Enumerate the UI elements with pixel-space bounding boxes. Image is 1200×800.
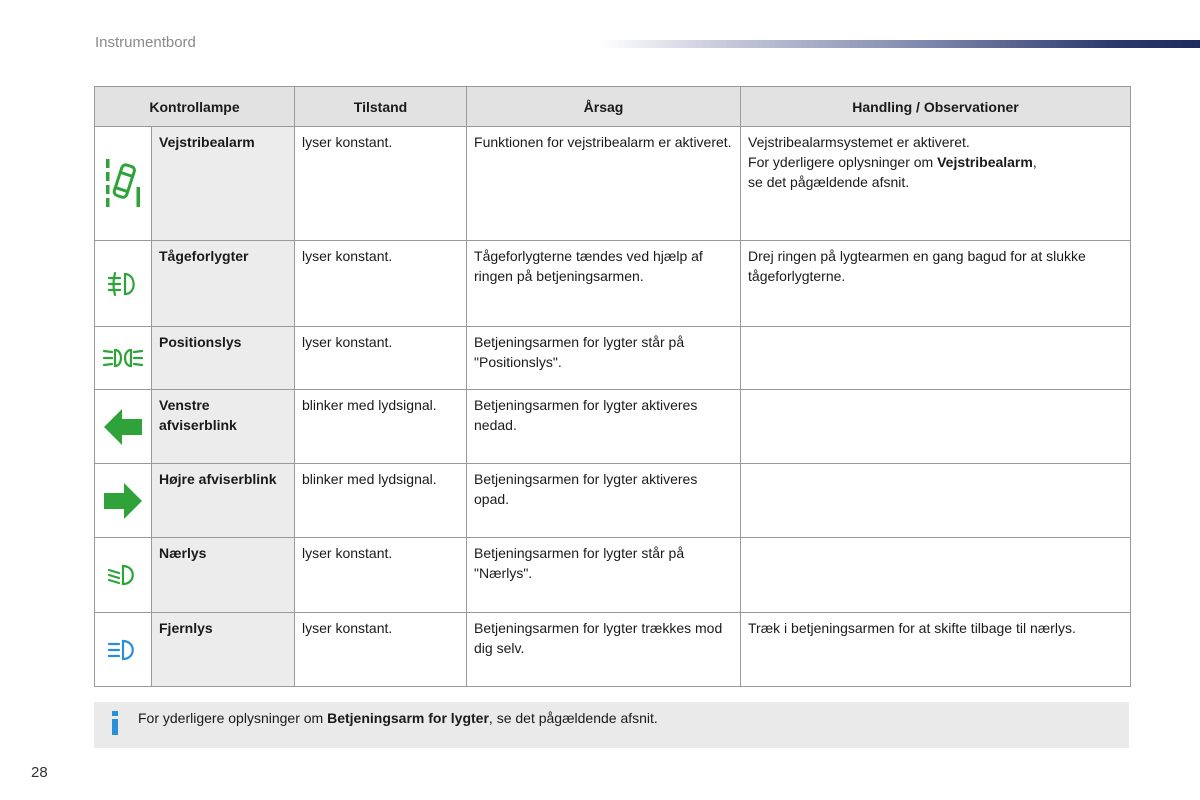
lamp-cause: Tågeforlygterne tændes ved hjælp af ringen på betjeningsarmen. bbox=[467, 241, 741, 327]
info-note bbox=[94, 702, 1129, 748]
left-indicator-arrow-icon bbox=[103, 408, 143, 446]
lamp-action-suffix: , bbox=[1032, 154, 1037, 170]
section-title: Instrumentbord bbox=[95, 34, 196, 51]
lamp-action bbox=[741, 464, 1131, 538]
lamp-icon-cell bbox=[95, 613, 152, 687]
lamp-action: Træk i betjeningsarmen for at skifte tilbage til nærlys. bbox=[741, 613, 1131, 687]
table-row bbox=[95, 327, 1131, 390]
position-lights-icon bbox=[102, 346, 144, 370]
page-number: 28 bbox=[31, 764, 48, 781]
lamp-action-prefix: For yderligere oplysninger om bbox=[748, 154, 938, 170]
front-fog-light-icon bbox=[106, 270, 140, 298]
lamp-state: blinker med lydsignal. bbox=[295, 390, 467, 464]
lamp-state: lyser konstant. bbox=[295, 241, 467, 327]
lamp-action bbox=[741, 390, 1131, 464]
lamp-cause: Betjeningsarmen for lygter står på "Nærlys". bbox=[467, 538, 741, 613]
lamp-action-line3: se det pågældende afsnit. bbox=[748, 174, 910, 190]
lamp-name: Positionslys bbox=[152, 327, 295, 390]
header-gradient-bar bbox=[600, 40, 1200, 48]
info-icon bbox=[110, 711, 120, 735]
column-header-tilstand: Tilstand bbox=[295, 87, 467, 127]
lamp-cause: Betjeningsarmen for lygter aktiveres nedad. bbox=[467, 390, 741, 464]
lane-departure-warning-icon bbox=[105, 157, 141, 211]
lamp-icon-cell bbox=[95, 327, 152, 390]
high-beam-icon bbox=[106, 638, 140, 662]
table-header-row bbox=[95, 87, 1131, 127]
table-row bbox=[95, 127, 1131, 241]
lamp-cause: Betjeningsarmen for lygter står på "Positionslys". bbox=[467, 327, 741, 390]
lamp-name: Venstre afviserblink bbox=[152, 390, 295, 464]
lamp-name: Vejstribealarm bbox=[152, 127, 295, 241]
lamp-cause: Funktionen for vejstribealarm er aktiveret. bbox=[467, 127, 741, 241]
lamp-cause: Betjeningsarmen for lygter trækkes mod dig selv. bbox=[467, 613, 741, 687]
lamp-state: blinker med lydsignal. bbox=[295, 464, 467, 538]
low-beam-icon bbox=[106, 563, 140, 587]
warning-lamps-table bbox=[94, 86, 1131, 687]
table-row bbox=[95, 613, 1131, 687]
lamp-action: Drej ringen på lygtearmen en gang bagud for at slukke tågeforlygterne. bbox=[741, 241, 1131, 327]
lamp-name: Tågeforlygter bbox=[152, 241, 295, 327]
lamp-action bbox=[741, 127, 1131, 241]
info-text bbox=[138, 710, 658, 726]
lamp-action-line1: Vejstribealarmsystemet er aktiveret. bbox=[748, 134, 970, 150]
lamp-icon-cell bbox=[95, 464, 152, 538]
lamp-name: Nærlys bbox=[152, 538, 295, 613]
table-row bbox=[95, 241, 1131, 327]
column-header-kontrollampe: Kontrollampe bbox=[95, 87, 295, 127]
right-indicator-arrow-icon bbox=[103, 482, 143, 520]
info-bold-reference: Betjeningsarm for lygter bbox=[327, 710, 489, 726]
lamp-name: Højre afviserblink bbox=[152, 464, 295, 538]
table-row bbox=[95, 464, 1131, 538]
lamp-icon-cell bbox=[95, 241, 152, 327]
column-header-handling: Handling / Observationer bbox=[741, 87, 1131, 127]
lamp-cause: Betjeningsarmen for lygter aktiveres opad. bbox=[467, 464, 741, 538]
lamp-action bbox=[741, 327, 1131, 390]
lamp-action-bold-reference: Vejstribealarm bbox=[937, 154, 1033, 170]
lamp-state: lyser konstant. bbox=[295, 327, 467, 390]
lamp-state: lyser konstant. bbox=[295, 613, 467, 687]
lamp-icon-cell bbox=[95, 538, 152, 613]
lamp-icon-cell bbox=[95, 127, 152, 241]
lamp-name: Fjernlys bbox=[152, 613, 295, 687]
table-row bbox=[95, 390, 1131, 464]
lamp-state: lyser konstant. bbox=[295, 127, 467, 241]
info-suffix: , se det pågældende afsnit. bbox=[488, 710, 658, 726]
lamp-action bbox=[741, 538, 1131, 613]
column-header-arsag: Årsag bbox=[467, 87, 741, 127]
info-prefix: For yderligere oplysninger om bbox=[138, 710, 328, 726]
lamp-icon-cell bbox=[95, 390, 152, 464]
table-row bbox=[95, 538, 1131, 613]
lamp-state: lyser konstant. bbox=[295, 538, 467, 613]
